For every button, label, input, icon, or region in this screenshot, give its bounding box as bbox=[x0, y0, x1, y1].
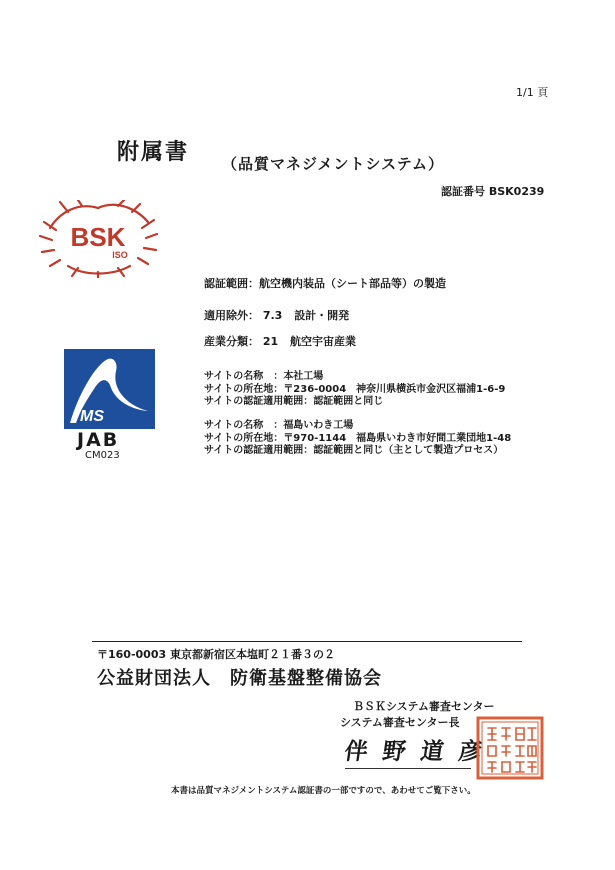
industry-text: 航空宇宙産業 bbox=[290, 335, 356, 348]
exclusions bbox=[204, 307, 349, 323]
industry-code: 21 bbox=[262, 335, 279, 348]
handwritten-signature: 伴野道彦 bbox=[342, 738, 499, 765]
bsk-logo-brand: BSK bbox=[70, 222, 126, 252]
exclusions-label: 適用除外： bbox=[204, 309, 259, 322]
certification-scope: 認証範囲：航空機内装品（シート部品等）の製造 bbox=[204, 277, 446, 290]
exclusions-text: 設計・開発 bbox=[294, 309, 350, 322]
site-name-label: サイトの名称 ： bbox=[204, 420, 284, 431]
jab-mark-ms: MS bbox=[80, 408, 104, 425]
site-scope-label: サイトの認証適用範囲： bbox=[204, 445, 314, 456]
document-title: 附属書 bbox=[117, 140, 190, 165]
industry-label: 産業分類： bbox=[204, 335, 259, 348]
site-name: 本社工場 bbox=[283, 371, 324, 382]
certificate-number: 認証番号 BSK0239 bbox=[441, 185, 545, 198]
document-subtitle: （品質マネジメントシステム） bbox=[222, 155, 445, 173]
exclusions-code: 7.3 bbox=[262, 309, 283, 322]
site-scope: 認証範囲と同じ bbox=[313, 396, 384, 407]
jab-code: CM023 bbox=[85, 450, 120, 461]
industry-classification bbox=[204, 333, 356, 349]
footer-note: 本書は品質マネジメントシステム認証書の一部ですので、あわせてご覧下さい。 bbox=[171, 786, 476, 796]
site-address-label: サイトの所在地： bbox=[204, 433, 284, 444]
site-name-label: サイトの名称 ： bbox=[204, 371, 284, 382]
issuer-position: システム審査センター長 bbox=[340, 716, 460, 729]
issuer-center: ＢＳＫシステム審査センター bbox=[353, 700, 495, 713]
site-name: 福島いわき工場 bbox=[283, 420, 354, 431]
site-address-label: サイトの所在地： bbox=[204, 384, 284, 395]
signature-line bbox=[345, 768, 471, 769]
jab-text: JAB bbox=[77, 429, 120, 451]
divider-line bbox=[92, 641, 522, 642]
site-address: 〒236-0004 神奈川県横浜市金沢区福浦1-6-9 bbox=[283, 384, 506, 395]
site-scope-label: サイトの認証適用範囲： bbox=[204, 396, 314, 407]
bsk-iso-logo bbox=[38, 200, 158, 278]
jab-accreditation-mark bbox=[64, 349, 155, 429]
site-1-scope-row bbox=[204, 392, 383, 407]
issuer-address: 〒160-0003 東京都新宿区本塩町２１番３の２ bbox=[97, 648, 335, 661]
site-scope: 認証範囲と同じ（主として製造プロセス） bbox=[313, 445, 504, 456]
official-seal-stamp bbox=[476, 716, 544, 780]
page-number: 1/1 頁 bbox=[516, 86, 549, 99]
issuer-organization: 公益財団法人 防衛基盤整備協会 bbox=[97, 668, 382, 689]
bsk-logo-sub: ISO bbox=[112, 250, 128, 260]
site-2-scope-row bbox=[204, 441, 503, 456]
site-address: 〒970-1144 福島県いわき市好間工業団地1-48 bbox=[283, 433, 512, 444]
